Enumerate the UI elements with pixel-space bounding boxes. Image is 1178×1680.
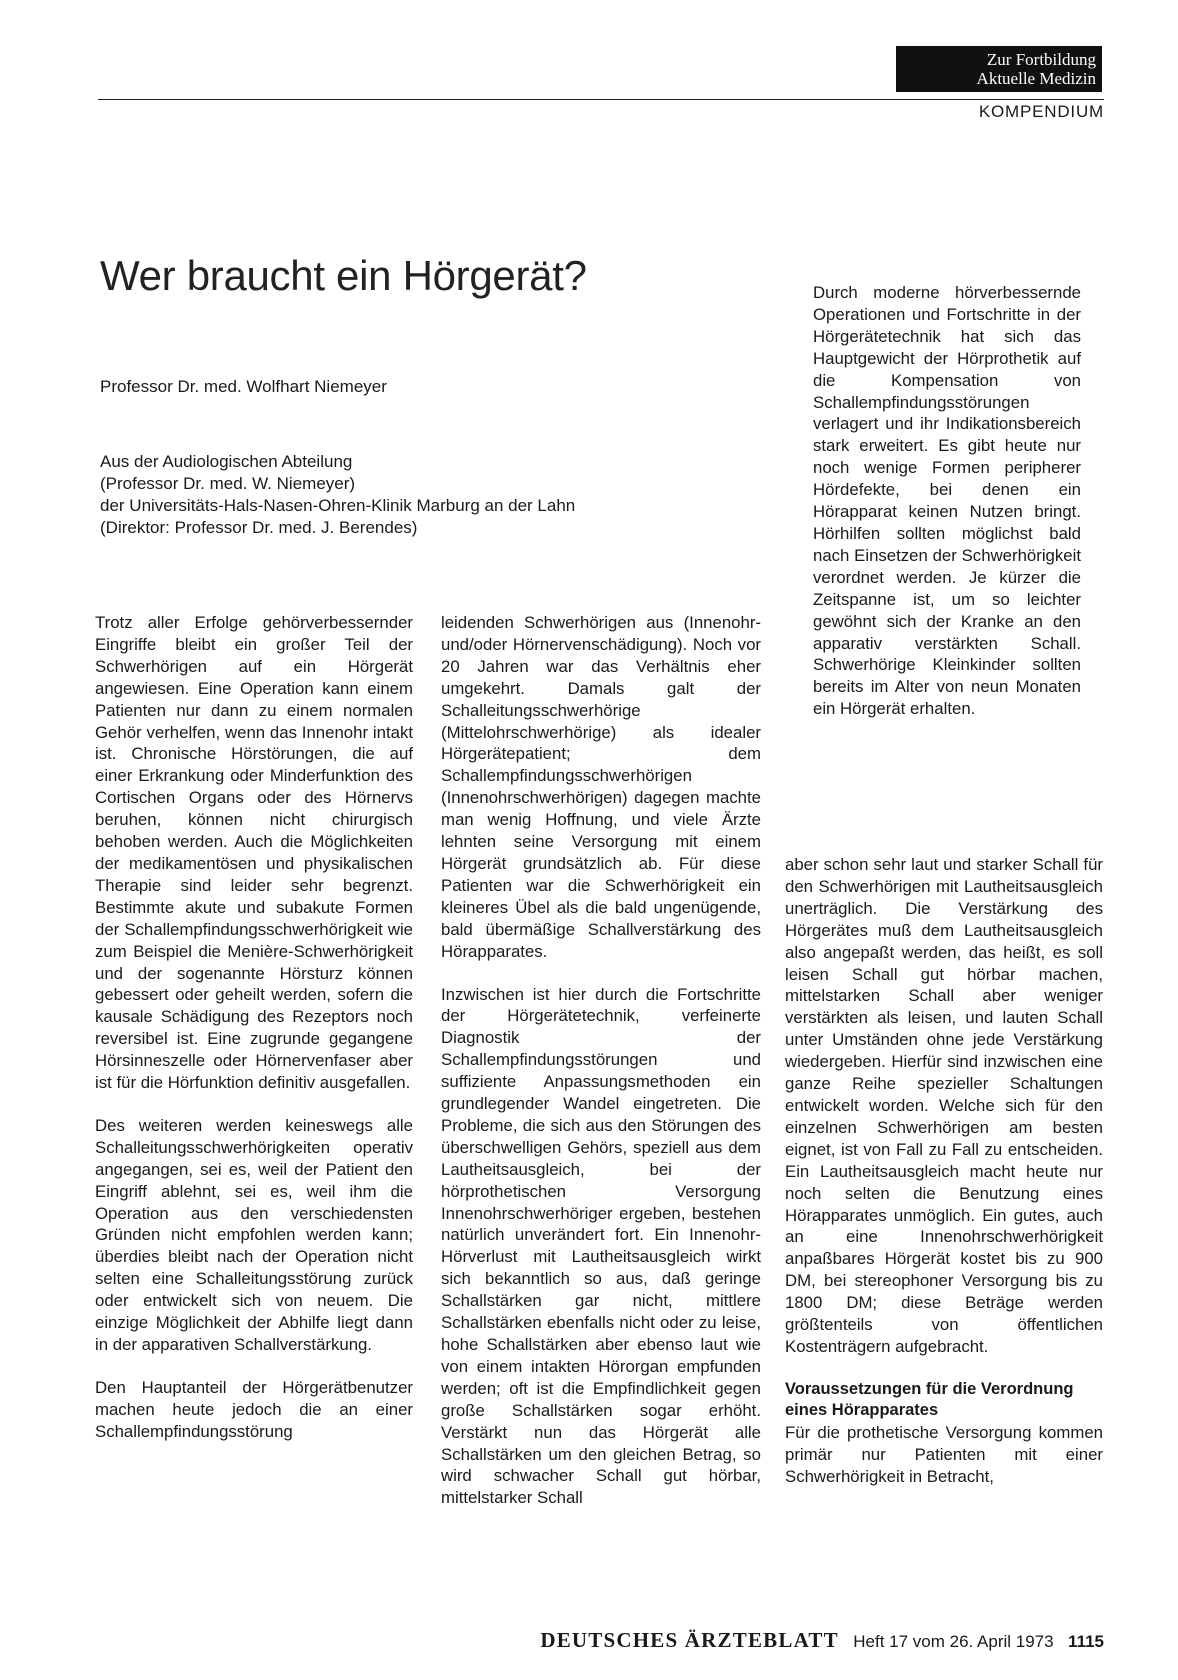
paragraph: Des weiteren werden keineswegs alle Schalleitungsschwerhörigkeiten operativ angegangen, sei es, weil der Patient den Eingriff ablehnt, sei es, weil ihm die Operation aus den verschiedensten Gründen nicht empfohlen werden kann; überdies bleibt nach der Operation nicht selten eine Schalleitungsstörung zurück oder entwickelt sich von neuem. Die einzige Möglichkeit der Abhilfe liegt dann in der apparativen Schallverstärkung. [95,1115,413,1354]
badge-line-2: Aktuelle Medizin [976,69,1096,88]
page-number: 1115 [1068,1632,1104,1651]
abstract-box [813,282,1081,720]
paragraph: Inzwischen ist hier durch die Fortschritte der Hörgerätetechnik, verfeinerte Diagnostik der Schallempfindungsstörungen und suffiziente Anpassungsmethoden ein grundlegender Wandel eingetreten. Die Probleme, die sich aus den Störungen des überschwelligen Gehörs, speziell aus dem Lautheitsausgleich, bei der hörprothetischen Versorgung Innenohrschwerhöriger ergeben, bestehen natürlich unverändert fort. Ein Innenohr-Hörverlust mit Lautheitsausgleich wirkt sich bekanntlich so aus, daß geringe Schallstärken gar nicht, mittlere Schallstärken ebenfalls nicht oder zu leise, hohe Schallstärken aber ebenso laut wie von einem intakten Hörorgan empfunden werden; oft ist die Empfindlichkeit gegen große Schallstärken sogar erhöht. Verstärkt nun das Hörgerät alle Schallstärken um den gleichen Betrag, so wird schwacher Schall gut hörbar, mittelstarker Schall [441,984,761,1508]
header-rule [98,99,1104,100]
article-title: Wer braucht ein Hörgerät? [100,252,587,299]
affiliation-line: der Universitäts-Hals-Nasen-Ohren-Klinik Marburg an der Lahn [100,496,576,515]
author-line: Professor Dr. med. Wolfhart Niemeyer [100,377,387,396]
paragraph: Den Hauptanteil der Hörgerätbenutzer machen heute jedoch die an einer Schallempfindungsstörung [95,1377,413,1441]
journal-name: DEUTSCHES ÄRZTEBLATT [540,1628,839,1652]
badge-line-1: Zur Fortbildung [986,50,1096,69]
text-column-2 [441,612,761,1509]
paragraph: aber schon sehr laut und starker Schall für den Schwerhörigen mit Lautheitsausgleich unerträglich. Die Verstärkung des Hörgerätes muß dem Lautheitsausgleich also angepaßt werden, das heißt, es soll leisen Schall gut hörbar machen, mittelstarken Schall aber weniger verstärkten als leisen, und lauten Schall unter Umständen ohne jede Verstärkung wiedergeben. Hierfür sind inzwischen eine ganze Reihe spezieller Schaltungen entwickelt worden. Welche sich für den einzelnen Schwerhörigen am besten eignet, ist von Fall zu Fall zu entscheiden. Ein Lautheitsausgleich macht heute nur noch selten die Benutzung eines Hörapparates unmöglich. Ein gutes, auch an eine Innenohrschwerhörigkeit anpaßbares Hörgerät kostet bis zu 900 DM, bei stereophoner Versorgung bis zu 1800 DM; diese Beträge werden größtenteils von öffentlichen Kostenträgern aufgebracht. [785,855,1103,1356]
section-badge [896,46,1102,92]
paragraph: leidenden Schwerhörigen aus (Innenohr- und/oder Hörnervenschädigung). Noch vor 20 Jahren war das Verhältnis eher umgekehrt. Damals galt der Schalleitungsschwerhörige (Mittelohrschwerhörige) als idealer Hörgerätepatient; dem Schallempfindungsschwerhörigen (Innenohrschwerhörigen) dagegen machte man wenig Hoffnung, und viele Ärzte lehnten seine Versorgung mit einem Hörgerät grundsätzlich ab. Für diese Patienten war die Schwerhörigkeit ein kleineres Übel als die bald ungenügende, bald übermäßige Schallverstärkung des Hörapparates. [441,613,761,961]
affiliation-block [100,451,575,539]
affiliation-line: (Professor Dr. med. W. Niemeyer) [100,474,356,493]
text-column-3 [785,854,1103,1488]
page-footer [540,1628,1104,1653]
paragraph: Für die prothetische Versorgung kommen primär nur Patienten mit einer Schwerhörigkeit in Betracht, [785,1422,1103,1486]
affiliation-line: Aus der Audiologischen Abteilung [100,452,353,471]
subheading: Voraussetzungen für die Verordnung eines Hörapparates [785,1379,1074,1419]
issue-info: Heft 17 vom 26. April 1973 [853,1632,1054,1651]
text-column-1 [95,612,413,1443]
abstract-text: Durch moderne hörverbessernde Operationen und Fortschritte in der Hörgerätetechnik hat sich das Hauptgewicht der Hörprothetik auf die Kompensation von Schallempfindungsstörungen verlagert und ihr Indikationsbereich stark erweitert. Es gibt heute nur noch wenige Formen peripherer Hördefekte, bei denen ein Hörapparat keinen Nutzen bringt. Hörhilfen sollten möglichst bald nach Einsetzen der Schwerhörigkeit verordnet werden. Je kürzer die Zeitspanne ist, um so leichter gewöhnt sich der Kranke an den apparativ verstärkten Schall. Schwerhörige Kleinkinder sollten bereits im Alter von neun Monaten ein Hörgerät erhalten. [813,283,1081,719]
paragraph: Trotz aller Erfolge gehörverbessernder Eingriffe bleibt ein großer Teil der Schwerhörigen auf ein Hörgerät angewiesen. Eine Operation kann einem Patienten nur dann zu einem normalen Gehör verhelfen, wenn das Innenohr intakt ist. Chronische Hörstörungen, die auf einer Erkrankung oder Minderfunktion des Cortischen Organs oder des Hörnervs beruhen, können nicht chirurgisch behoben werden. Auch die Möglichkeiten der medikamentösen und physikalischen Therapie sind leider sehr begrenzt. Bestimmte akute und subakute Formen der Schallempfindungsschwerhörigkeit wie zum Beispiel die Menière-Schwerhörigkeit und der sogenannte Hörsturz können gebessert oder geheilt werden, sofern die kausale Schädigung des Rezeptors noch reversibel ist. Eine zugrunde gegangene Hörsinneszelle oder Hörnervenfaser aber ist für die Hörfunktion definitiv ausgefallen. [95,613,413,1093]
section-label: KOMPENDIUM [978,102,1104,121]
affiliation-line: (Direktor: Professor Dr. med. J. Berendes) [100,518,418,537]
